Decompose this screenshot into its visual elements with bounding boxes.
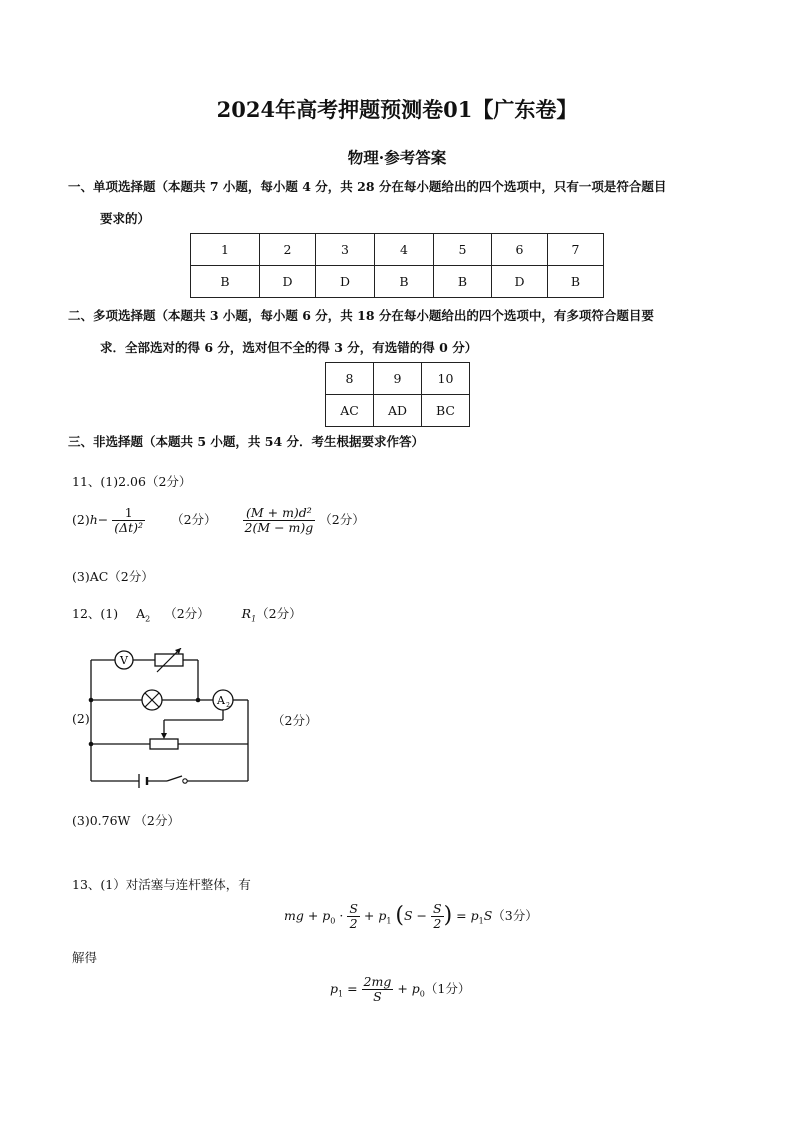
- q12-resistor-letter: R: [241, 606, 252, 621]
- table-cell: 6: [492, 234, 548, 266]
- switch-contact-icon: [183, 779, 187, 783]
- section3-heading: 三、非选择题（本题共 5 小题，共 54 分．考生根据要求作答）: [68, 434, 425, 449]
- section2-heading-line2: 求．全部选对的得 6 分，选对但不全的得 3 分，有选错的得 0 分）: [100, 340, 478, 355]
- q11-fraction-2: [243, 506, 316, 535]
- q12-resistor-sub: 1: [251, 614, 257, 624]
- q12-ammeter-sub: 2: [145, 614, 151, 624]
- section1-heading-line1: 一、单项选择题（本题共 7 小题，每小题 4 分，共 28 分在每小题给出的四个选项中，只有一项是符合题目: [68, 179, 667, 194]
- q13-equation-2: $p_1$ = $\frac{2mg}{S}$ + $p_0(1$分）: [330, 974, 471, 1004]
- junction-dot: [196, 698, 201, 703]
- q11-minus: −: [97, 511, 109, 527]
- q12-score2: （2分）: [256, 606, 302, 621]
- table-cell: D: [492, 266, 548, 298]
- q12-resistor-answer: [241, 606, 257, 624]
- q11-fraction-2-den: 2(M − m)g: [244, 519, 314, 535]
- q11-h: h: [89, 511, 98, 527]
- table-cell: 3: [316, 234, 375, 266]
- q13-line1: 13、(1）对活塞与连杆整体，有: [72, 877, 251, 892]
- table-cell: 10: [422, 363, 470, 395]
- q12-ammeter-letter: A: [136, 606, 146, 621]
- voltmeter-label: V: [120, 654, 128, 667]
- table-cell: AC: [326, 395, 374, 427]
- q12-score1: （2分）: [164, 606, 210, 621]
- table-cell: 7: [548, 234, 604, 266]
- table-cell: B: [548, 266, 604, 298]
- rheostat-slider-arrow: [161, 733, 167, 739]
- q12-part2-score: （2分）: [272, 713, 318, 728]
- q12-ammeter-answer: [136, 606, 151, 624]
- q12-part1-label: 12、(1): [72, 606, 119, 621]
- table-cell: 1: [191, 234, 260, 266]
- table-cell: 5: [434, 234, 492, 266]
- table-cell: 8: [326, 363, 374, 395]
- section1-answer-table: [190, 233, 604, 298]
- table-cell: 2: [260, 234, 316, 266]
- q11-part2: [72, 506, 365, 535]
- q11-part1: 11、(1)2.06（2分）: [72, 474, 192, 489]
- q11-fraction-1-den: (Δt)²: [114, 519, 144, 535]
- circuit-diagram: [85, 648, 255, 788]
- table-cell: D: [260, 266, 316, 298]
- table-cell: B: [434, 266, 492, 298]
- q11-fraction-1: [112, 506, 145, 535]
- q11-fraction-1-num: 1: [112, 506, 145, 521]
- q11-score-a: （2分）: [171, 511, 217, 527]
- table-cell: 4: [375, 234, 434, 266]
- q11-score-b: （2分）: [319, 511, 365, 527]
- table-cell: B: [191, 266, 260, 298]
- ammeter-label: A: [217, 694, 225, 707]
- q11-fraction-2-num: (M + m)d²: [243, 506, 316, 521]
- ammeter-sub-label: 2: [226, 702, 230, 709]
- page-subtitle: 物理·参考答案: [347, 148, 447, 167]
- q13-eq1-score: （3分）: [492, 907, 538, 923]
- section2-heading-line1: 二、多项选择题（本题共 3 小题，每小题 6 分，共 18 分在每小题给出的四个选项中，有多项符合题目要: [68, 308, 654, 323]
- section2-answer-table: [325, 362, 470, 427]
- section1-heading-line2: 要求的）: [100, 211, 151, 226]
- table-cell: 9: [374, 363, 422, 395]
- table-row-answers: [326, 395, 470, 427]
- q11-part2-label: (2): [72, 511, 90, 527]
- table-row-numbers: [191, 234, 604, 266]
- table-row-answers: [191, 266, 604, 298]
- q12-part3: (3)0.76W （2分）: [72, 813, 180, 828]
- q12-part2-label: (2): [72, 711, 90, 726]
- junction-dot: [89, 742, 94, 747]
- page-title: 2024年高考押题预测卷01【广东卷】: [216, 97, 578, 122]
- rheostat-icon: [150, 739, 178, 749]
- junction-dot: [89, 698, 94, 703]
- table-cell: D: [316, 266, 375, 298]
- q13-eq2-score: （1分）: [424, 980, 471, 996]
- table-cell: B: [375, 266, 434, 298]
- table-cell: AD: [374, 395, 422, 427]
- table-cell: BC: [422, 395, 470, 427]
- q13-equation-1: mg + $p_0$ · $\frac{S}{2}$ + $p_1$ (S − $\frac{S}{2}$ ) = $p_1S(3$分）: [284, 901, 538, 931]
- q12-part1: [72, 604, 302, 624]
- q13-solve: 解得: [72, 950, 98, 965]
- q11-part3: (3)AC（2分）: [72, 569, 154, 584]
- table-row-numbers: [326, 363, 470, 395]
